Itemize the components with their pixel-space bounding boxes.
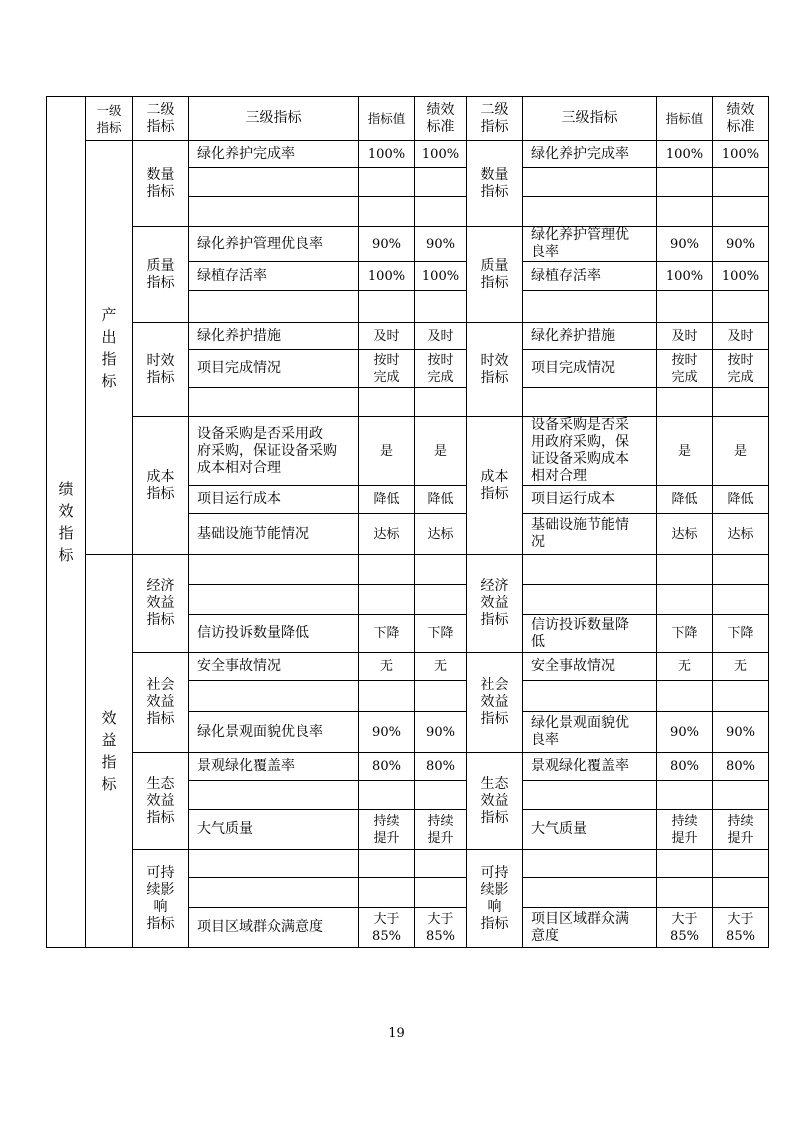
- right-indicator-name: [523, 681, 657, 712]
- left-indicator-name: [189, 878, 359, 908]
- left-indicator-value: [359, 681, 415, 712]
- left-indicator-name: [189, 291, 359, 323]
- output-indicator-cell: [86, 141, 133, 555]
- left-indicator-standard: [415, 585, 467, 615]
- left-indicator-value: 90%: [359, 227, 415, 262]
- left-indicator-name: [189, 197, 359, 227]
- right-indicator-standard: 100%: [713, 141, 769, 168]
- ecological-indicator-right: 生态 效益 指标: [467, 753, 523, 850]
- left-indicator-value: [359, 585, 415, 615]
- cost-indicator-right: 成本 指标: [467, 417, 523, 555]
- left-indicator-value: [359, 168, 415, 197]
- quality-indicator-right: 质量 指标: [467, 227, 523, 323]
- ecological-indicator-left: 生态 效益 指标: [133, 753, 189, 850]
- left-indicator-standard: 是: [415, 417, 467, 486]
- right-indicator-name: [523, 197, 657, 227]
- right-indicator-standard: [713, 781, 769, 810]
- table-row: [47, 227, 769, 262]
- left-indicator-name: 项目运行成本: [189, 486, 359, 514]
- benefit-indicator-label: 效益指标: [101, 709, 117, 793]
- quality-indicator-left: 质量 指标: [133, 227, 189, 323]
- header-standard-right: 绩效 标准: [713, 97, 769, 141]
- right-indicator-value: 90%: [657, 712, 713, 753]
- header-standard-left: 绩效 标准: [415, 97, 467, 141]
- quantity-indicator-left: 数量 指标: [133, 141, 189, 227]
- table-row: [47, 850, 769, 878]
- right-indicator-value: [657, 681, 713, 712]
- left-indicator-value: 无: [359, 653, 415, 681]
- header-lvl3-right: 三级指标: [523, 97, 657, 141]
- left-indicator-value: 持续 提升: [359, 810, 415, 850]
- right-indicator-standard: 及时: [713, 323, 769, 350]
- right-indicator-value: [657, 388, 713, 417]
- header-value-left: 指标值: [359, 97, 415, 141]
- right-indicator-name: 绿化景观面貌优 良率: [523, 712, 657, 753]
- header-value-right: 指标值: [657, 97, 713, 141]
- right-indicator-name: 绿化养护措施: [523, 323, 657, 350]
- right-indicator-value: [657, 850, 713, 878]
- right-indicator-name: 信访投诉数量降 低: [523, 615, 657, 653]
- table-row: [47, 555, 769, 585]
- right-indicator-value: 是: [657, 417, 713, 486]
- quantity-indicator-right: 数量 指标: [467, 141, 523, 227]
- left-indicator-value: 100%: [359, 141, 415, 168]
- left-indicator-standard: [415, 878, 467, 908]
- right-indicator-name: [523, 388, 657, 417]
- left-indicator-name: 项目完成情况: [189, 350, 359, 388]
- left-indicator-name: 基础设施节能情况: [189, 514, 359, 555]
- left-indicator-standard: 降低: [415, 486, 467, 514]
- benefit-indicator-cell: [86, 555, 133, 948]
- left-indicator-value: 是: [359, 417, 415, 486]
- left-indicator-value: 及时: [359, 323, 415, 350]
- right-indicator-value: 降低: [657, 486, 713, 514]
- left-indicator-name: [189, 681, 359, 712]
- right-indicator-value: [657, 878, 713, 908]
- table-row: [47, 141, 769, 168]
- right-indicator-standard: 降低: [713, 486, 769, 514]
- social-indicator-right: 社会 效益 指标: [467, 653, 523, 753]
- right-indicator-name: [523, 291, 657, 323]
- left-indicator-value: [359, 197, 415, 227]
- right-indicator-value: 及时: [657, 323, 713, 350]
- right-indicator-value: 持续 提升: [657, 810, 713, 850]
- left-indicator-standard: [415, 555, 467, 585]
- right-indicator-standard: [713, 291, 769, 323]
- right-indicator-standard: 按时 完成: [713, 350, 769, 388]
- right-indicator-name: 景观绿化覆盖率: [523, 753, 657, 781]
- table-row: [47, 653, 769, 681]
- header-lvl1: 一级 指标: [86, 97, 133, 141]
- right-indicator-name: 项目完成情况: [523, 350, 657, 388]
- left-indicator-name: [189, 781, 359, 810]
- cost-indicator-left: 成本 指标: [133, 417, 189, 555]
- right-indicator-name: 绿化养护管理优 良率: [523, 227, 657, 262]
- left-indicator-name: 绿化养护管理优良率: [189, 227, 359, 262]
- right-indicator-value: 100%: [657, 262, 713, 291]
- right-indicator-standard: [713, 388, 769, 417]
- page-number: 19: [388, 1026, 405, 1041]
- left-indicator-standard: [415, 168, 467, 197]
- left-indicator-standard: [415, 197, 467, 227]
- right-indicator-standard: [713, 585, 769, 615]
- right-indicator-standard: [713, 850, 769, 878]
- output-indicator-label: 产出指标: [101, 305, 117, 390]
- right-indicator-value: 无: [657, 653, 713, 681]
- left-indicator-name: 绿化养护措施: [189, 323, 359, 350]
- right-indicator-standard: [713, 197, 769, 227]
- left-indicator-name: [189, 850, 359, 878]
- right-indicator-standard: [713, 168, 769, 197]
- left-indicator-standard: 90%: [415, 712, 467, 753]
- right-indicator-value: 按时 完成: [657, 350, 713, 388]
- right-indicator-value: [657, 555, 713, 585]
- left-indicator-standard: 大于 85%: [415, 908, 467, 948]
- left-indicator-value: 100%: [359, 262, 415, 291]
- sustain-indicator-right: 可持 续影 响 指标: [467, 850, 523, 948]
- left-indicator-standard: 下降: [415, 615, 467, 653]
- left-indicator-standard: [415, 388, 467, 417]
- header-lvl3-left: 三级指标: [189, 97, 359, 141]
- right-indicator-standard: 达标: [713, 514, 769, 555]
- right-indicator-standard: [713, 878, 769, 908]
- left-indicator-name: 绿化景观面貌优良率: [189, 712, 359, 753]
- left-indicator-name: 景观绿化覆盖率: [189, 753, 359, 781]
- left-indicator-value: 下降: [359, 615, 415, 653]
- left-indicator-standard: 100%: [415, 141, 467, 168]
- right-indicator-name: 绿化养护完成率: [523, 141, 657, 168]
- right-indicator-standard: 是: [713, 417, 769, 486]
- right-indicator-name: 安全事故情况: [523, 653, 657, 681]
- right-indicator-standard: 大于 85%: [713, 908, 769, 948]
- left-indicator-name: [189, 555, 359, 585]
- right-indicator-value: 100%: [657, 141, 713, 168]
- timeliness-indicator-right: 时效 指标: [467, 323, 523, 417]
- right-indicator-standard: 90%: [713, 712, 769, 753]
- economic-indicator-right: 经济 效益 指标: [467, 555, 523, 653]
- right-indicator-name: 大气质量: [523, 810, 657, 850]
- left-indicator-name: 绿植存活率: [189, 262, 359, 291]
- left-indicator-standard: 及时: [415, 323, 467, 350]
- left-indicator-name: [189, 585, 359, 615]
- right-indicator-value: 大于 85%: [657, 908, 713, 948]
- left-indicator-name: 项目区域群众满意度: [189, 908, 359, 948]
- left-indicator-name: 绿化养护完成率: [189, 141, 359, 168]
- table-row: [47, 417, 769, 486]
- right-indicator-name: [523, 878, 657, 908]
- left-indicator-standard: 持续 提升: [415, 810, 467, 850]
- right-indicator-standard: 下降: [713, 615, 769, 653]
- right-indicator-standard: 无: [713, 653, 769, 681]
- left-indicator-name: [189, 388, 359, 417]
- left-indicator-value: [359, 555, 415, 585]
- header-row: [47, 97, 769, 141]
- header-lvl2-left: 二级 指标: [133, 97, 189, 141]
- table-row: [47, 323, 769, 350]
- perf-label: 绩效指标: [58, 480, 74, 564]
- left-indicator-standard: [415, 781, 467, 810]
- right-indicator-name: [523, 850, 657, 878]
- right-indicator-name: [523, 555, 657, 585]
- right-indicator-name: [523, 168, 657, 197]
- left-indicator-standard: [415, 850, 467, 878]
- right-indicator-value: 90%: [657, 227, 713, 262]
- left-indicator-value: 达标: [359, 514, 415, 555]
- right-indicator-value: [657, 585, 713, 615]
- right-indicator-value: [657, 168, 713, 197]
- right-indicator-standard: 80%: [713, 753, 769, 781]
- left-indicator-standard: [415, 291, 467, 323]
- left-indicator-value: [359, 850, 415, 878]
- timeliness-indicator-left: 时效 指标: [133, 323, 189, 417]
- left-indicator-value: 降低: [359, 486, 415, 514]
- right-indicator-standard: 100%: [713, 262, 769, 291]
- left-indicator-standard: 90%: [415, 227, 467, 262]
- right-indicator-standard: 持续 提升: [713, 810, 769, 850]
- social-indicator-left: 社会 效益 指标: [133, 653, 189, 753]
- left-indicator-standard: 按时 完成: [415, 350, 467, 388]
- left-indicator-name: 信访投诉数量降低: [189, 615, 359, 653]
- right-indicator-value: [657, 291, 713, 323]
- left-indicator-name: 设备采购是否采用政 府采购，保证设备采购 成本相对合理: [189, 417, 359, 486]
- header-lvl2-right: 二级 指标: [467, 97, 523, 141]
- left-indicator-value: [359, 388, 415, 417]
- right-indicator-name: 项目运行成本: [523, 486, 657, 514]
- right-indicator-name: [523, 585, 657, 615]
- right-indicator-value: 达标: [657, 514, 713, 555]
- left-indicator-value: 按时 完成: [359, 350, 415, 388]
- left-indicator-value: 90%: [359, 712, 415, 753]
- left-indicator-standard: 80%: [415, 753, 467, 781]
- sustain-indicator-left: 可持 续影 响 指标: [133, 850, 189, 948]
- right-indicator-standard: 90%: [713, 227, 769, 262]
- left-indicator-standard: 无: [415, 653, 467, 681]
- left-indicator-standard: [415, 681, 467, 712]
- right-indicator-value: [657, 197, 713, 227]
- right-indicator-name: 项目区域群众满 意度: [523, 908, 657, 948]
- left-indicator-value: 80%: [359, 753, 415, 781]
- left-indicator-value: [359, 291, 415, 323]
- left-indicator-value: 大于 85%: [359, 908, 415, 948]
- right-indicator-name: 绿植存活率: [523, 262, 657, 291]
- economic-indicator-left: 经济 效益 指标: [133, 555, 189, 653]
- performance-indicator-table: [46, 96, 769, 948]
- left-indicator-standard: 100%: [415, 262, 467, 291]
- perf-indicator-cell: [47, 97, 86, 948]
- left-indicator-value: [359, 781, 415, 810]
- left-indicator-name: [189, 168, 359, 197]
- left-indicator-standard: 达标: [415, 514, 467, 555]
- right-indicator-standard: [713, 681, 769, 712]
- left-indicator-name: 安全事故情况: [189, 653, 359, 681]
- left-indicator-name: 大气质量: [189, 810, 359, 850]
- left-indicator-value: [359, 878, 415, 908]
- right-indicator-name: [523, 781, 657, 810]
- table-row: [47, 753, 769, 781]
- right-indicator-value: 80%: [657, 753, 713, 781]
- right-indicator-name: 基础设施节能情 况: [523, 514, 657, 555]
- right-indicator-standard: [713, 555, 769, 585]
- right-indicator-name: 设备采购是否采 用政府采购，保 证设备采购成本 相对合理: [523, 417, 657, 486]
- right-indicator-value: 下降: [657, 615, 713, 653]
- right-indicator-value: [657, 781, 713, 810]
